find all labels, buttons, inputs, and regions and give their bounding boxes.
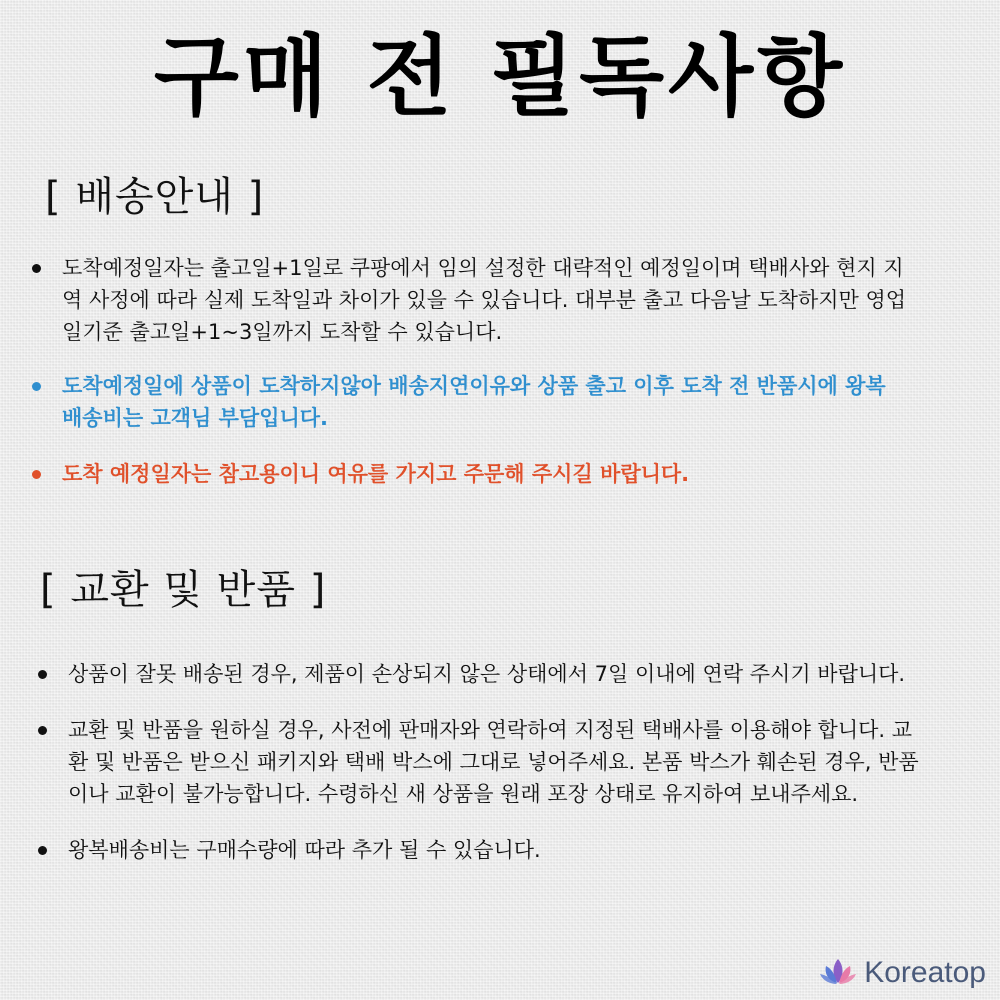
list-item (36, 834, 921, 866)
heading-open-bracket: [ (40, 567, 57, 613)
list-item-text: 왕복배송비는 구매수량에 따라 추가 될 수 있습니다. (68, 838, 541, 862)
bullet-icon (32, 264, 41, 273)
exchange-info-list (36, 658, 921, 890)
logo-text: Koreatop (864, 956, 986, 989)
list-item-text: 도착예정일자는 출고일+1일로 쿠팡에서 임의 설정한 대략적인 예정일이며 택배사와 현지 지역 사정에 따라 실제 도착일과 차이가 있을 수 있습니다. 대부분 출고 다음날 도착하지만 영업일기준 출고일+1~3일까지 도착할 수 있습니다. (62, 256, 907, 344)
list-item-text: 교환 및 반품을 원하실 경우, 사전에 판매자와 연락하여 지정된 택배사를 이용해야 합니다. 교환 및 반품은 받으신 패키지와 택배 박스에 그대로 넣어주세요. 본품 박스가 훼손된 경우, 반품이나 교환이 불가능합니다. 수령하신 새 상품을 원래 포장 상태로 유지하여 보내주세요. (68, 718, 919, 806)
heading-close-bracket: ] (247, 174, 265, 220)
page-title: 구매 전 필독사항 (153, 25, 847, 128)
shipping-info-list (30, 252, 910, 512)
shipping-section-heading (45, 172, 264, 222)
shipping-heading-label: 배송안내 (75, 174, 234, 220)
list-item (36, 714, 921, 810)
list-item (30, 370, 910, 434)
list-item (30, 252, 910, 348)
lotus-icon (818, 956, 858, 990)
list-item (36, 658, 921, 690)
bullet-icon (38, 670, 47, 679)
list-item-text: 도착 예정일자는 참고용이니 여유를 가지고 주문해 주시길 바랍니다. (62, 462, 690, 486)
heading-open-bracket: [ (45, 174, 62, 220)
bullet-icon (32, 470, 41, 479)
bullet-icon (32, 382, 41, 391)
bullet-icon (38, 846, 47, 855)
list-item-text: 도착예정일에 상품이 도착하지않아 배송지연이유와 상품 출고 이후 도착 전 반품시에 왕복 배송비는 고객님 부담입니다. (62, 374, 886, 430)
bullet-icon (38, 726, 47, 735)
exchange-heading-label: 교환 및 반품 (70, 567, 296, 613)
brand-logo (818, 956, 986, 990)
heading-close-bracket: ] (309, 567, 327, 613)
list-item-text: 상품이 잘못 배송된 경우, 제품이 손상되지 않은 상태에서 7일 이내에 연락 주시기 바랍니다. (68, 662, 906, 686)
exchange-section-heading (40, 565, 326, 615)
list-item (30, 458, 910, 490)
